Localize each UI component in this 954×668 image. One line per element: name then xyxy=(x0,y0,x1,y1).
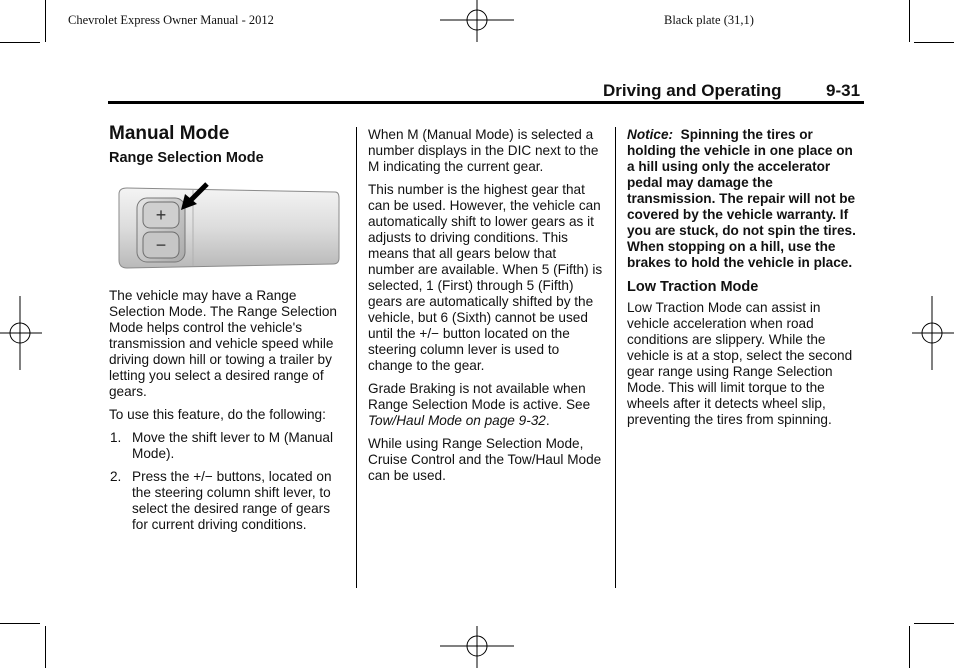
list-item xyxy=(109,430,347,462)
steps-list xyxy=(109,430,347,533)
grade-braking-text: Grade Braking is not available when Range Selection Mode is active. See xyxy=(368,381,591,412)
registration-mark-right xyxy=(912,296,954,370)
step-text: Press the +/− buttons, located on the steering column shift lever, to select the desired range of gears for current driving conditions. xyxy=(132,469,332,532)
cruise-control-paragraph: While using Range Selection Mode, Cruise Control and the Tow/Haul Mode can be used. xyxy=(368,436,602,483)
instructions-lead: To use this feature, do the following: xyxy=(109,407,326,422)
minus-label: − xyxy=(155,235,167,255)
manual-mode-display-paragraph: When M (Manual Mode) is selected a number displays in the DIC next to the M indicating the current gear. xyxy=(368,127,599,174)
low-traction-heading: Low Traction Mode xyxy=(627,279,759,295)
notice-text: Spinning the tires or holding the vehicle in one place on a hill using only the accelerator pedal may damage the transmission. The repair will not be covered by the vehicle warranty. If you are stuck, do not spin the tires. When stopping on a hill, use the brakes to hold the vehicle in place. xyxy=(627,127,856,270)
shift-lever-illustration xyxy=(115,182,341,272)
registration-mark-top xyxy=(440,0,514,42)
running-header-left: Chevrolet Express Owner Manual - 2012 xyxy=(68,13,274,27)
low-traction-paragraph: Low Traction Mode can assist in vehicle acceleration when road conditions are slippery. While the vehicle is at a stop, select the second gear range using Range Selection Mode. This will limit torque to the wheels after it detects wheel slip, preventing the tires from spinning. xyxy=(627,300,853,427)
page-number: 9-31 xyxy=(826,81,861,100)
section-header-rule xyxy=(108,101,864,104)
registration-mark-bottom xyxy=(440,626,514,668)
column-divider-2 xyxy=(615,127,616,588)
step-number: 2. xyxy=(110,469,122,484)
range-selection-intro: The vehicle may have a Range Selection Mode. The Range Selection Mode helps control the vehicle's transmission and vehicle speed while driving down hill or towing a trailer by letting you select a desired range of gears. xyxy=(109,288,337,399)
step-text: Move the shift lever to M (Manual Mode). xyxy=(132,430,333,461)
running-header-right: Black plate (31,1) xyxy=(664,13,754,27)
column-1 xyxy=(109,123,347,540)
list-item xyxy=(109,469,347,533)
page-title: Manual Mode xyxy=(109,123,230,144)
grade-braking-paragraph xyxy=(368,381,606,429)
column-divider-1 xyxy=(356,127,357,588)
column-3 xyxy=(627,127,859,435)
tow-haul-reference-link[interactable]: Tow/Haul Mode on page 9-32 xyxy=(368,413,546,428)
step-number: 1. xyxy=(110,430,122,445)
notice-label: Notice: xyxy=(627,127,674,142)
section-title: Driving and Operating xyxy=(603,81,782,100)
range-selection-heading: Range Selection Mode xyxy=(109,150,264,166)
grade-braking-end: . xyxy=(545,413,550,428)
notice-paragraph xyxy=(627,127,859,271)
registration-mark-left xyxy=(0,296,42,370)
plus-label: + xyxy=(155,205,167,225)
highest-gear-paragraph: This number is the highest gear that can be used. However, the vehicle can automatically shift to lower gears as it adjusts to driving conditions. This means that all gears below that number are available. When 5 (Fifth) is selected, 1 (First) through 5 (Fifth) gears are automatically shifted by the vehicle, but 6 (Sixth) cannot be used until the +/− button located on the steering column lever is used to change to the gear. xyxy=(368,182,603,373)
column-2 xyxy=(368,127,606,491)
